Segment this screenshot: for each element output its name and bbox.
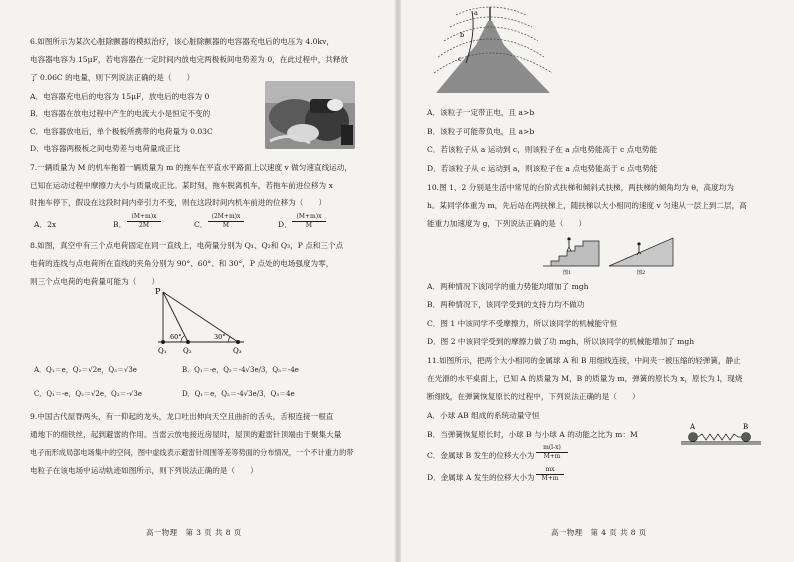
- q10-option-b: B．两种情况下，该同学受到的支持力均不做功: [427, 300, 585, 309]
- q6-option-d: D．电容器两极板之间电势差与电荷量成正比: [30, 144, 181, 153]
- q10-option-c: C．图 1 中该同学不受摩擦力，所以该同学的机械能守恒: [427, 319, 618, 328]
- q9-field-figure: [426, 3, 566, 95]
- q2-charge-dot: [186, 340, 190, 344]
- q11-option-c-denominator: M+m: [543, 453, 561, 460]
- ball-b-label: B: [743, 423, 749, 431]
- fig2-label: 图2: [637, 270, 646, 276]
- q7-option-c-numerator: (2M+m)x: [208, 213, 244, 222]
- q10-line-3: 能重力加速度为 g，下列说法正确的是（ ）: [427, 219, 587, 228]
- q11-line-3: 断细线，在弹簧恢复原长的过程中，下列说法正确的是（ ）: [427, 392, 640, 401]
- q9-line-4: 电粒子在该电场中运动轨迹如图所示，则下列说法正确的是（ ）: [30, 466, 258, 475]
- q11-option-d-numerator: mx: [536, 466, 564, 475]
- q8-charge-figure: [150, 284, 250, 356]
- stair-escalator: [543, 241, 599, 266]
- q10-line-2: h。某同学体重为 m，先后站在两扶梯上，随扶梯以大小相同的速度 v 匀速从一层上到二层，高: [427, 201, 747, 210]
- q6-line-2: 电容器电容为 15μF，若电容器在一定时间内放电完两极板间电势差为 0，在此过程中，共释放: [30, 55, 349, 64]
- q9-line-1: 9.中国古代屋脊两头，有一仰起的龙头，龙口吐出伸向天空且曲折的舌头，舌根连接一根直: [30, 412, 334, 421]
- q7-line-2: 已知在运动过程中摩擦力大小与质量成正比。某时刻，拖车脱离机车，若拖车前进位移为 x: [30, 181, 333, 190]
- q3-charge-dot: [236, 340, 240, 344]
- point-p-label: P: [155, 287, 161, 296]
- q11-balls-figure: [681, 420, 761, 448]
- roof-silhouette: [436, 21, 550, 93]
- ball-b: [742, 433, 751, 442]
- left-page: [0, 0, 395, 562]
- ball-a-label: A: [690, 423, 696, 431]
- q8-option-b: B．Q₁＝-e，Q₂＝-4√3e/3，Q₃＝-4e: [182, 366, 299, 374]
- q1-label: Q₁: [158, 347, 167, 355]
- q2-label: Q₂: [183, 347, 192, 355]
- angle-30-label: 30°: [214, 333, 226, 341]
- q10-option-a: A．两种情况下该同学的重力势能均增加了 mgh: [427, 282, 589, 291]
- q11-option-d-denominator: M+m: [541, 475, 559, 482]
- q3-label: Q₃: [233, 347, 242, 355]
- ball-a: [689, 433, 698, 442]
- q11-line-1: 11.如图所示，把两个大小相同的金属球 A 和 B 用细线连接，中间夹一被压缩的轻弹簧，静止: [427, 356, 741, 365]
- inclined-escalator: [609, 238, 673, 266]
- q9-line-3: 电子而形成局部电场集中的空间，图中虚线表示避雷针周围等差等势面的分布情况，一个不计重力的带: [30, 448, 354, 457]
- q8-option-c: C．Q₁＝-e，Q₂＝√2e，Q₃＝-√3e: [34, 390, 142, 398]
- q7-option-d-prefix: D．: [278, 220, 292, 229]
- q7-option-d-numerator: (M+m)x: [292, 213, 326, 222]
- q9-option-b: B．该粒子可能带负电，且 a>b: [427, 127, 535, 136]
- q10-escalator-figure: [541, 228, 681, 276]
- q9-line-2: 通地下的细铁丝，起到避雷的作用。当雷云放电接近房屋时，屋顶的避雷针顶端由于聚集大量: [30, 430, 342, 439]
- q6-option-a: A．电容器充电后的电容为 15μF，放电后的电容为 0: [30, 92, 210, 101]
- left-page-footer: 高一物理 第 3 页 共 8 页: [146, 528, 242, 537]
- q11-option-a: A．小球 AB 组成的系统动量守恒: [427, 411, 540, 420]
- q6-option-c: C．电容器放电后，单个极板所携带的电荷量为 0.03C: [30, 127, 213, 136]
- compressed-spring: [698, 434, 741, 440]
- q7-option-c-prefix: C．: [194, 220, 208, 229]
- q11-option-d-prefix: D．金属球 A 发生的位移大小为: [427, 473, 535, 482]
- q8-line-2: 电荷的连线与点电荷所在直线的夹角分别为 90°、60°、和 30°，P 点处的电场强度为零，: [30, 259, 334, 268]
- q7-line-3: 时拖车停下，假设在这段时间内牵引力不变，则在这段时间内机车前进的位移为（ ）: [30, 198, 327, 207]
- q11-option-b: B．当弹簧恢复原长时，小球 B 与小球 A 的动能之比为 m：M: [427, 430, 638, 439]
- q7-option-b-denominator: 2M: [139, 222, 149, 229]
- q10-line-1: 10.图 1、2 分别是生活中常见的台阶式扶梯和倾斜式扶梯，两扶梯的倾角均为 θ，高度均为: [427, 183, 734, 192]
- q7-option-b-numerator: (M+m)x: [127, 213, 161, 222]
- q6-option-b: B．电容器在放电过程中产生的电流大小是恒定不变的: [30, 109, 211, 118]
- fig1-label: 图1: [563, 270, 572, 276]
- point-a-label: a: [474, 9, 478, 17]
- q11-option-c-prefix: C．金属球 B 发生的位移大小为: [427, 451, 535, 460]
- point-c-label: c: [458, 55, 462, 63]
- right-page-footer: 高一物理 第 4 页 共 8 页: [551, 528, 647, 537]
- defibrillator-photo: [265, 81, 355, 149]
- right-page: [401, 0, 794, 562]
- q9-option-c: C．若该粒子从 a 运动到 c，则该粒子在 a 点电势能高于 c 点电势能: [427, 145, 658, 154]
- q6-line-3: 了 0.06C 的电量，则下列说法正确的是（ ）: [30, 73, 195, 82]
- q7-option-b-prefix: B．: [113, 220, 127, 229]
- q9-option-d: D．若该粒子从 c 运动到 a，则该粒子在 a 点电势能高于 c 点电势能: [427, 164, 658, 173]
- q9-option-a: A．该粒子一定带正电，且 a>b: [427, 108, 535, 117]
- point-b-label: b: [460, 31, 465, 39]
- q7-option-a: A．2x: [34, 220, 57, 229]
- q8-line-3: 则三个点电荷的电荷量可能为（ ）: [30, 277, 160, 286]
- q8-option-d: D．Q₁＝e，Q₂＝-4√3e/3，Q₃＝4e: [182, 390, 295, 398]
- q7-option-c-denominator: M: [222, 222, 230, 229]
- q6-line-1: 6.如图所示为某次心脏除颤器的模拟治疗，该心脏除颤器的电容器充电后的电压为 4.0kv，: [30, 37, 334, 46]
- q7-option-d-denominator: M: [305, 222, 313, 229]
- q8-line-1: 8.如图，真空中有三个点电荷固定在同一直线上，电荷量分别为 Q₁、Q₂和 Q₃，P 点和三个点: [30, 241, 344, 250]
- q11-option-c-numerator: m(l-x): [536, 444, 568, 453]
- q10-option-d: D．图 2 中该同学受到的摩擦力做了功 mgh，所以该同学的机械能增加了 mgh: [427, 337, 695, 346]
- q8-option-a: A．Q₁＝e，Q₂＝√2e，Q₃＝√3e: [34, 366, 137, 374]
- angle-60-label: 60°: [170, 333, 182, 341]
- q7-line-1: 7.一辆质量为 M 的机车拖着一辆质量为 m 的拖车在平直水平路面上以速度 v 做匀速直线运动，: [30, 163, 352, 172]
- q1-charge-dot: [161, 340, 165, 344]
- q11-line-2: 在光滑的水平桌面上，已知 A 的质量为 M，B 的质量为 m，弹簧的原长为 x，原长为 l，现烧: [427, 374, 743, 383]
